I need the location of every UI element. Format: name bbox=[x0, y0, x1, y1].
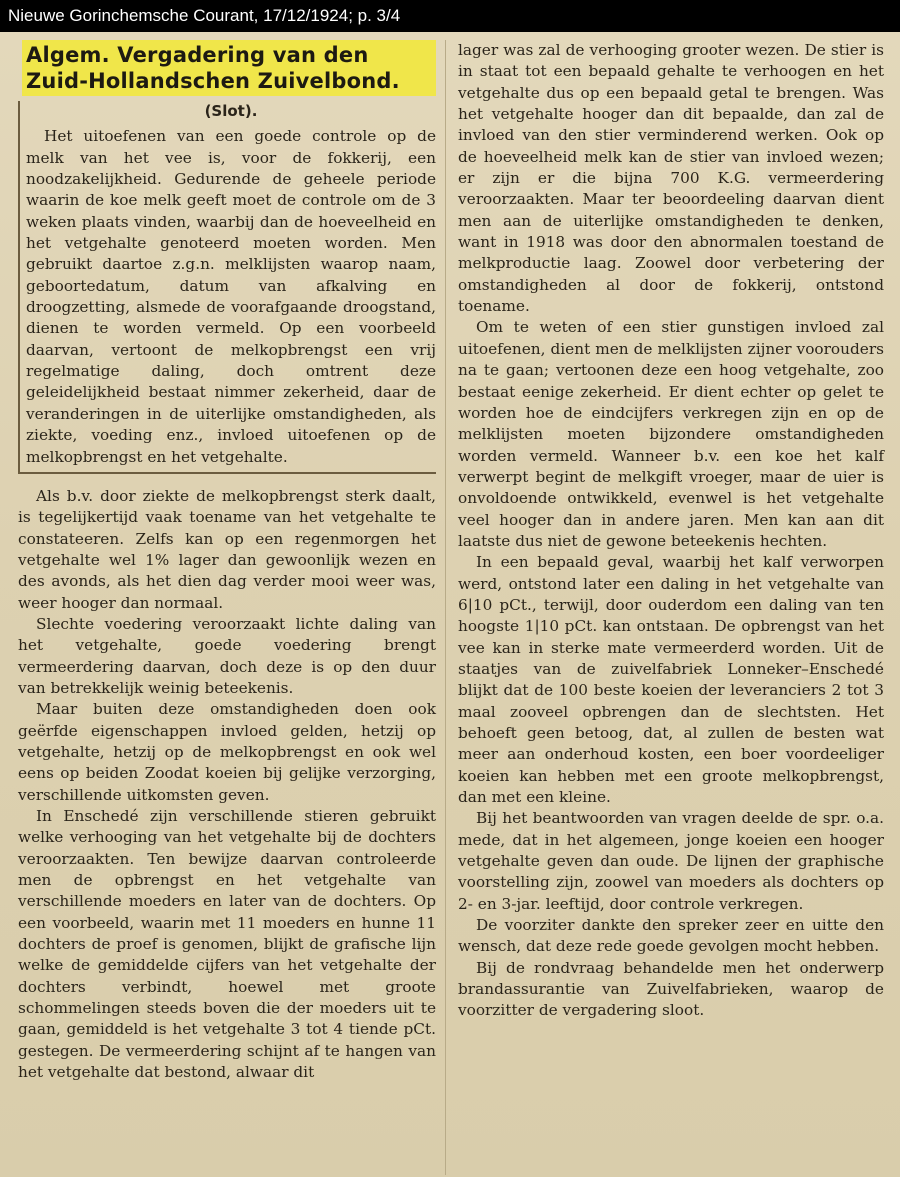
paragraph: Bij de rondvraag behandelde men het onderwerp brandassurantie van Zuivelfabrieken, waarop de voorzitter de vergadering sloot. bbox=[458, 958, 884, 1020]
paragraph: In een bepaald geval, waarbij het kalf verworpen werd, ontstond later een daling in het vetgehalte van 6|10 pCt., terwijl, door ouderdom een daling van ten hoogste 1|10 pCt. kan ontstaan. De opbrengst van het vee kan in sterke mate vermeerderd worden. Uit de staatjes van de zuivelfabriek Lonneker–Enschedé blijkt dat de 100 beste koeien der leveranciers 2 tot 3 maal zooveel opbrengen dan de slechtsten. Het behoeft geen betoog, dat, al zullen de besten wat meer aan onderhoud kosten, een boer voordeeliger koeien kan hebben met een groote melkopbrengst, dan met een kleine. bbox=[458, 553, 884, 807]
right-column bbox=[458, 40, 884, 1022]
paragraph: De voorziter dankte den spreker zeer en uitte den wensch, dat deze rede goede gevolgen mocht hebben. bbox=[458, 916, 884, 956]
paragraph: In Enschedé zijn verschillende stieren gebruikt welke verhooging van het vetgehalte bij de dochters veroorzaakten. Ten bewijze daarvan controleerde men de opbrengst en het vetgehalte van verschillende moeders en later van de dochters. Op een voorbeeld, waarin met 11 moeders en hunne 11 dochters de proef is genomen, blijkt de grafische lijn welke de gemiddelde cijfers van het vetgehalte der dochters verbindt, hoewel met groote schommelingen steeds boven die der moeders uit te gaan, gemiddeld is het vetgehalte 3 tot 4 tiende pCt. gestegen. De vermeerdering schijnt af te hangen van het vetgehalte dat bestond, alwaar dit bbox=[18, 807, 436, 1082]
left-column bbox=[18, 40, 436, 1083]
article-subhead: (Slot). bbox=[204, 102, 258, 120]
paragraph: Slechte voedering veroorzaakt lichte daling van het vetgehalte, goede voedering brengt vermeerdering daarvan, doch deze is op den duur van betrekkelijk weinig beteekenis. bbox=[18, 614, 436, 697]
paragraph: Als b.v. door ziekte de melkopbrengst sterk daalt, is tegelijkertijd vaak toename van het vetgehalte te constateeren. Zelfs kan op een regenmorgen het vetgehalte wel 1% lager dan gewoonlijk wezen en des avonds, als het dien dag verder mooi weer was, weer hooger dan normaal. bbox=[18, 486, 436, 612]
newspaper-page bbox=[0, 32, 900, 1177]
paragraph: Om te weten of een stier gunstigen invloed zal uitoefenen, dient men de melklijsten zijner voorouders na te gaan; vertoonen deze een hoog vetgehalte, zoo bestaat eenige zekerheid. Er dient echter op gelet te worden hoe de eindcijfers verkregen zijn en op de melklijsten moeten bijzondere omstandigheden worden vermeld. Wanneer b.v. een koe het kalf verwerpt begint de melkgift vroeger, maar de uier is onvoldoende ontwikkeld, evenwel is het vetgehalte veel hooger dan in andere jaren. Men kan aan dit laatste dus niet de gewone beteekenis hechten. bbox=[458, 318, 884, 550]
page-header-title: Nieuwe Gorinchemsche Courant, 17/12/1924; p. 3/4 bbox=[0, 0, 900, 32]
paragraph: Maar buiten deze omstandigheden doen ook geërfde eigenschappen invloed gelden, hetzij op vetgehalte, hetzij op de melkopbrengst en ook wel eens op beiden Zoodat koeien bij gelijke verzorging, verschillende uitkomsten geven. bbox=[18, 700, 436, 804]
paragraph: Bij het beantwoorden van vragen deelde de spr. o.a. mede, dat in het algemeen, jonge koeien een hooger vetgehalte geven dan oude. De lijnen der graphische voorstelling zijn, zoowel van moeders als dochters op 2- en 3-jar. leeftijd, door controle verkregen. bbox=[458, 809, 884, 913]
article-headline: Algem. Vergadering van den Zuid-Hollandschen Zuivelbond. bbox=[22, 40, 436, 96]
intro-box bbox=[18, 101, 436, 474]
column-divider bbox=[445, 40, 446, 1175]
paragraph: lager was zal de verhooging grooter wezen. De stier is in staat tot een bepaald gehalte te verhoogen en het vetgehalte dus op een bepaald getal te brengen. Was het vetgehalte hooger dan dit bepaalde, dan zal de invloed van den stier verminderend werken. Ook op de hoeveelheid melk kan de stier van invloed wezen; er zijn er die bijna 700 K.G. vermeerdering veroorzaakten. Maar ter beoordeeling daarvan dient men aan de uiterlijke omstandigheden te denken, want in 1918 was door den abnormalen toestand de melkproductie laag. Zoowel door verbetering der omstandigheden al door de fokkerij, ontstond toename. bbox=[458, 41, 884, 316]
paragraph: Het uitoefenen van een goede controle op de melk van het vee is, voor de fokkerij, een noodzakelijkheid. Gedurende de geheele periode waarin de koe melk geeft moet de controle om de 3 weken plaats vinden, waarbij dan de hoeveelheid en het vetgehalte genoteerd moeten worden. Men gebruikt daartoe z.g.n. melklijsten waarop naam, geboortedatum, datum van afkalving en droogzetting, alsmede de voorafgaande droogstand, dienen te worden vermeld. Op een voorbeeld daarvan, vertoont de melkopbrengst een vrij regelmatige daling, doch omtrent deze geleidelijkheid bestaat nimmer zekerheid, daar de veranderingen in de uiterlijke omstandigheden, als ziekte, voeding enz., invloed uitoefenen op de melkopbrengst en het vetgehalte. bbox=[26, 127, 436, 466]
